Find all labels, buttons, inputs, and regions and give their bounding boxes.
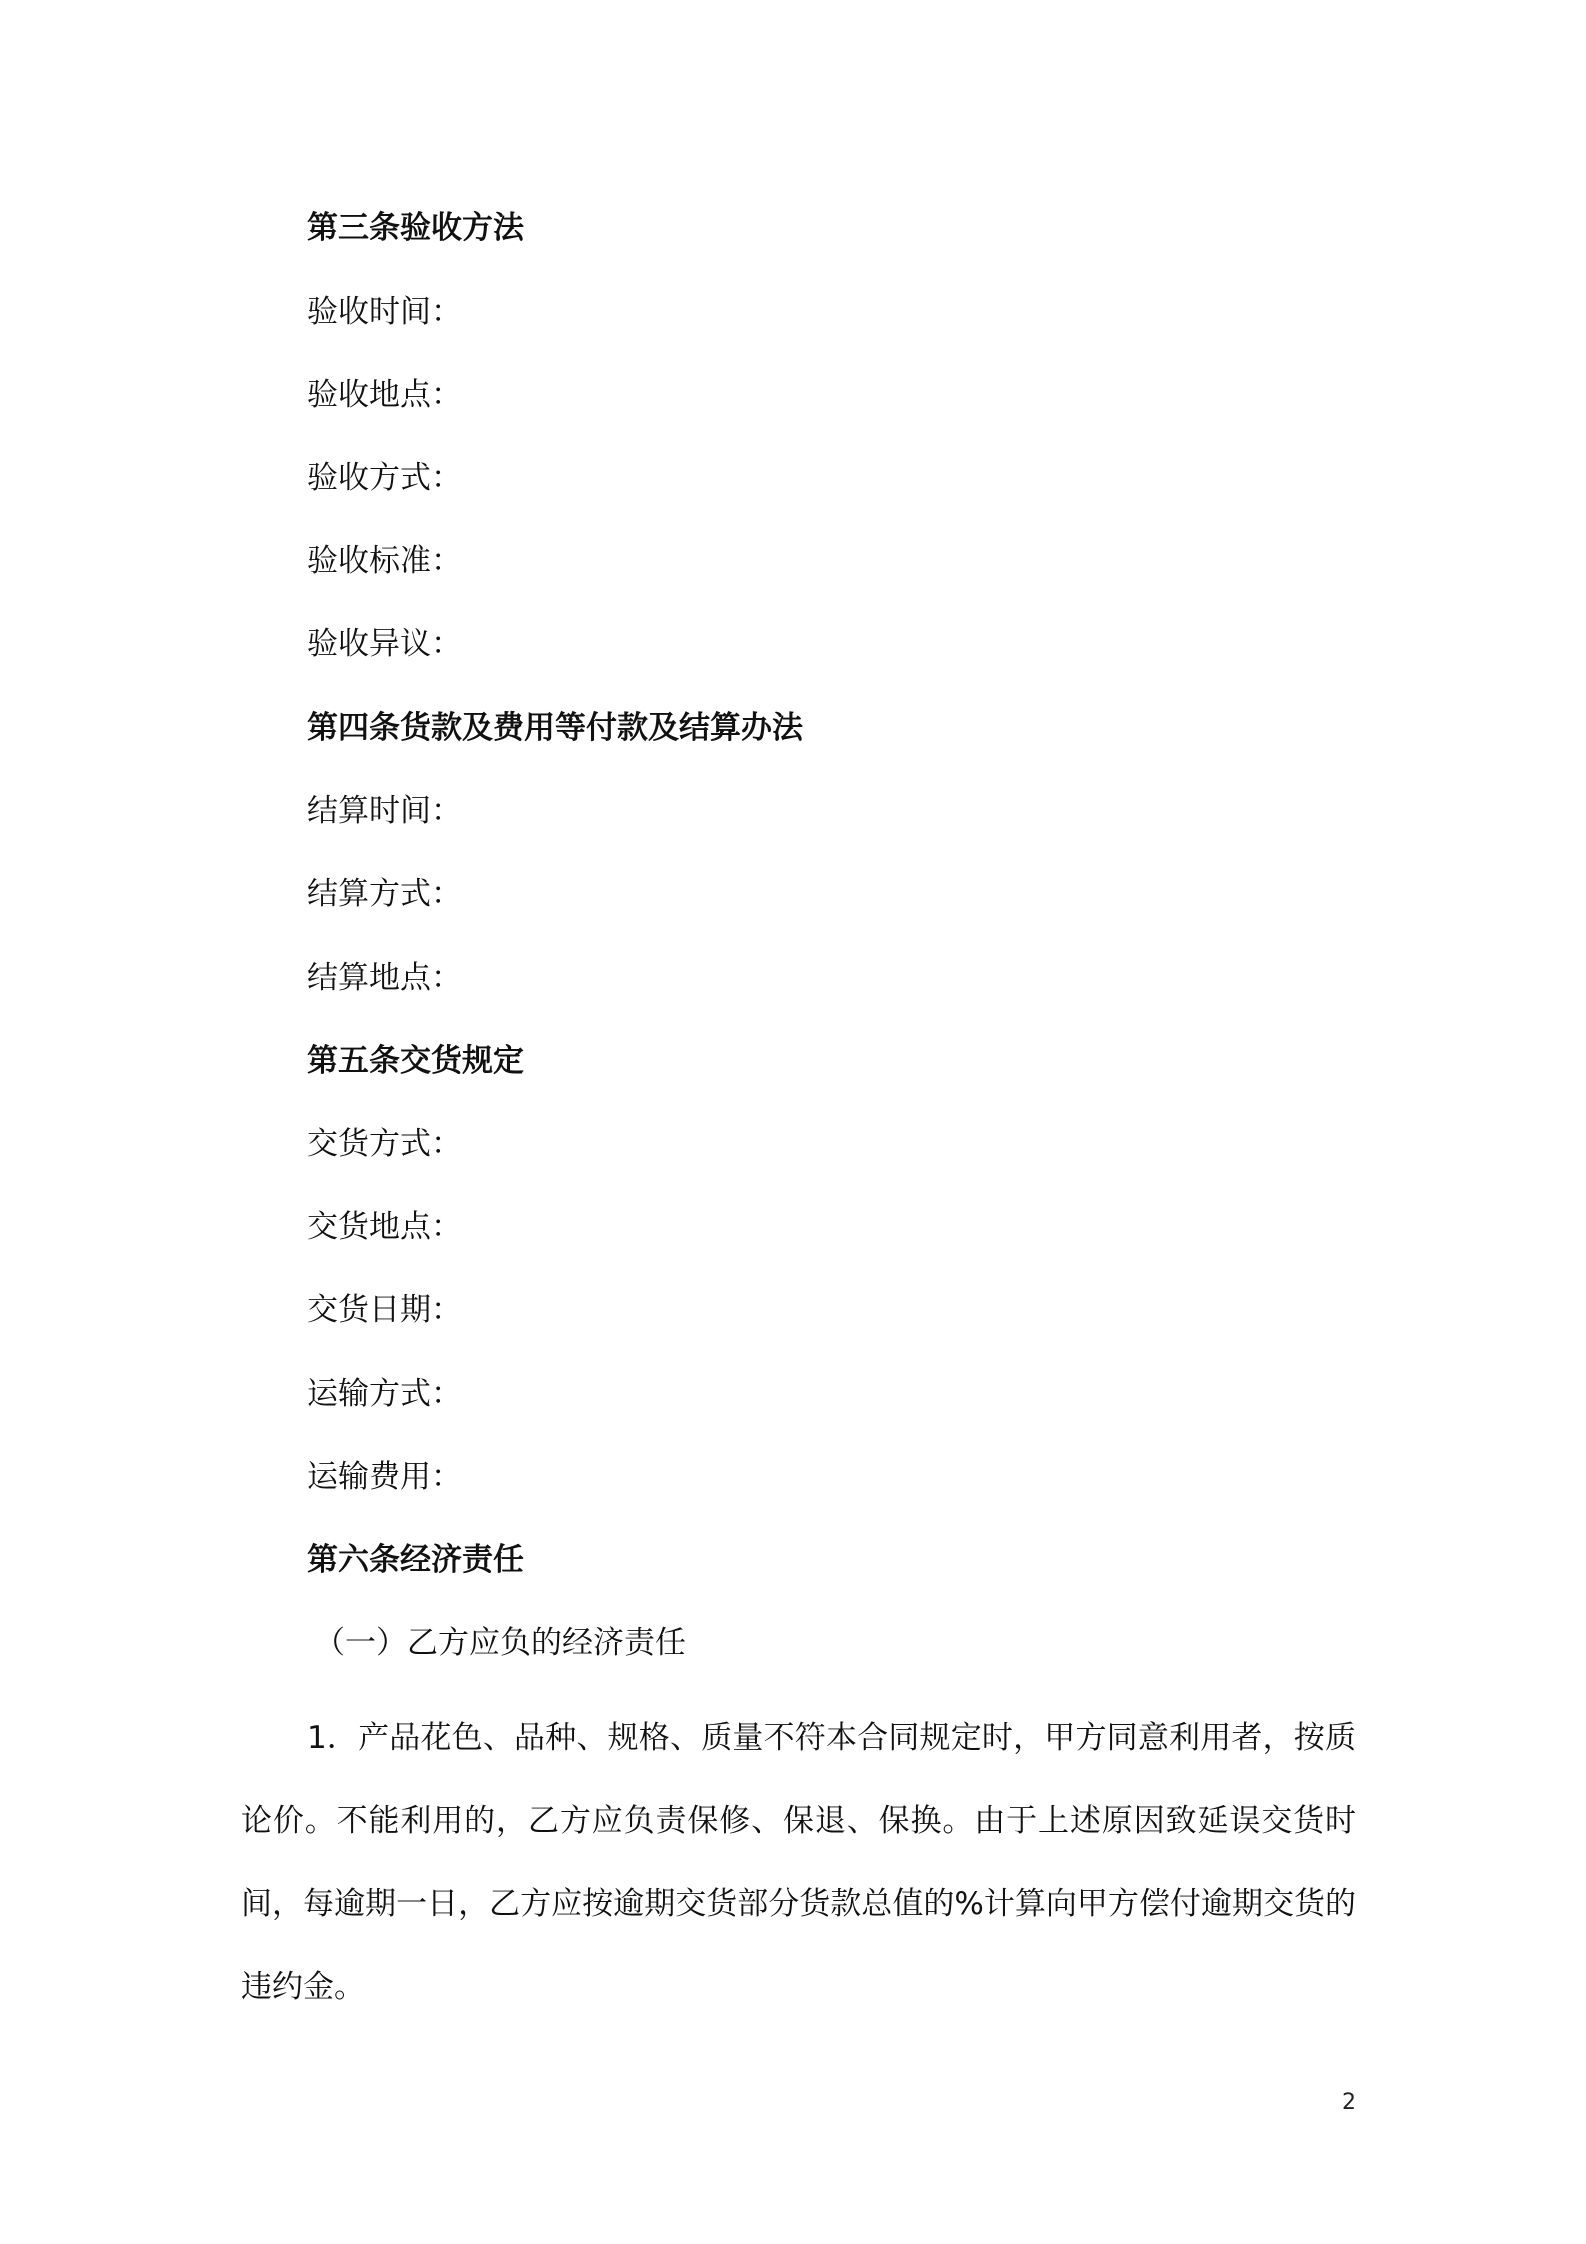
delivery-method-field: 交货方式： bbox=[307, 1126, 462, 1162]
party-b-liability-subheading: （一）乙方应负的经济责任 bbox=[314, 1625, 686, 1661]
delivery-date-field: 交货日期： bbox=[307, 1292, 462, 1328]
inspection-objection-field: 验收异议： bbox=[307, 626, 462, 662]
section-5-heading: 第五条交货规定 bbox=[307, 1043, 524, 1079]
liability-paragraph-1: 1．产品花色、品种、规格、质量不符本合同规定时，甲方同意利用者，按质论价。不能利用的，乙方应负责保修、保退、保换。由于上述原因致延误交货时间，每逾期一日，乙方应按逾期交货部分货款总值的%计算向甲方偿付逾期交货的违约金。 bbox=[241, 1720, 1356, 2005]
settlement-method-field: 结算方式： bbox=[307, 876, 462, 912]
section-3-heading: 第三条验收方法 bbox=[307, 210, 524, 246]
transport-method-field: 运输方式： bbox=[307, 1376, 462, 1412]
section-4-heading: 第四条货款及费用等付款及结算办法 bbox=[307, 710, 803, 746]
settlement-location-field: 结算地点： bbox=[307, 960, 462, 996]
transport-cost-field: 运输费用： bbox=[307, 1459, 462, 1495]
settlement-time-field: 结算时间： bbox=[307, 793, 462, 829]
delivery-location-field: 交货地点： bbox=[307, 1209, 462, 1245]
inspection-standard-field: 验收标准： bbox=[307, 543, 462, 579]
inspection-time-field: 验收时间： bbox=[307, 294, 462, 330]
page-number: 2 bbox=[1342, 2090, 1356, 2115]
inspection-location-field: 验收地点： bbox=[307, 377, 462, 413]
section-6-heading: 第六条经济责任 bbox=[307, 1542, 524, 1578]
inspection-method-field: 验收方式： bbox=[307, 460, 462, 496]
